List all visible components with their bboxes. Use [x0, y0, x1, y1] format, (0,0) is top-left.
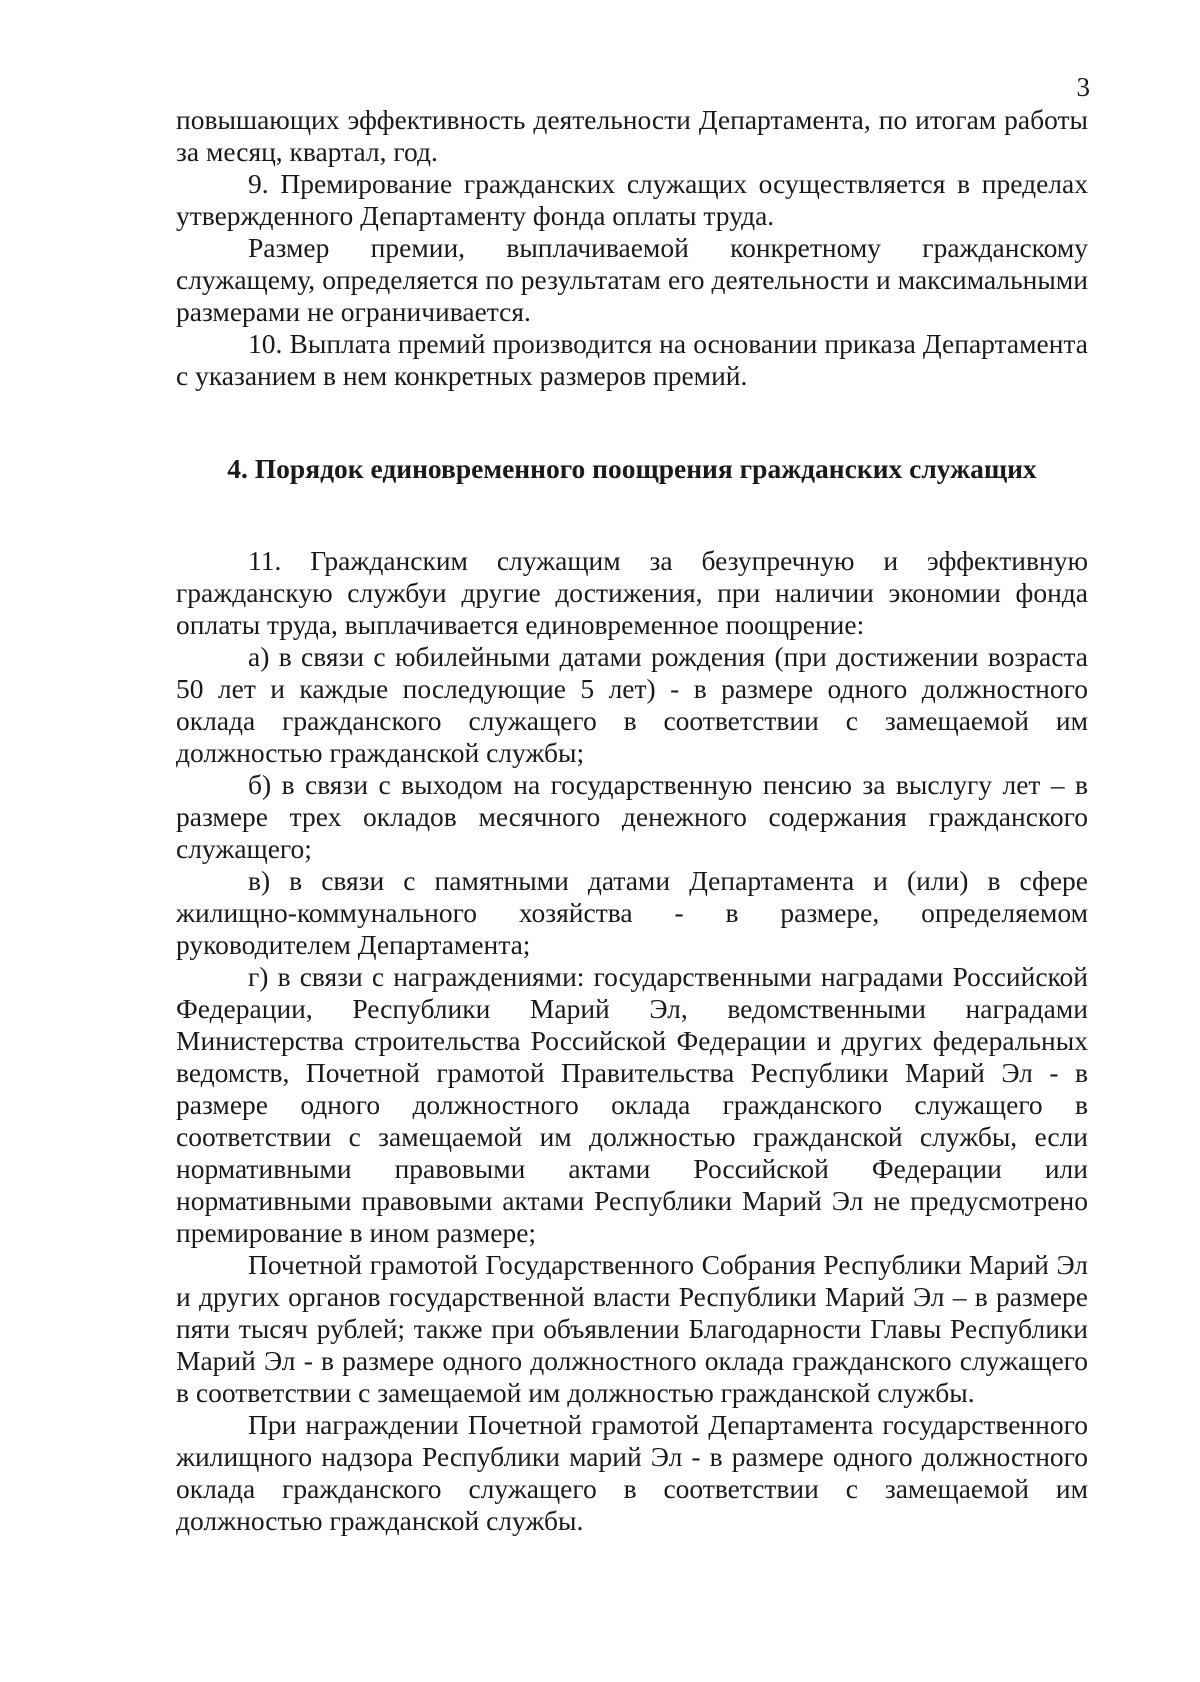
paragraph-continuation: повышающих эффективность деятельности Департамента, по итогам работы за месяц, квартал, год.: [176, 104, 1088, 167]
paragraph-bonus-size: Размер премии, выплачиваемой конкретному гражданскому служащему, определяется по результатам его деятельности и максимальными размерами не ограничивается.: [176, 232, 1088, 327]
paragraph-item-10: 10. Выплата премий производится на основании приказа Департамента с указанием в нем конкретных размеров премий.: [176, 328, 1088, 391]
paragraph-department-diploma: При награждении Почетной грамотой Департамента государственного жилищного надзора Республики марий Эл - в размере одного должностного оклада гражданского служащего в соответствии с замещаемой им должностью гражданской службы.: [176, 1409, 1088, 1536]
section-heading: 4. Порядок единовременного поощрения гражданских служащих: [227, 453, 1037, 484]
paragraph-item-11: 11. Гражданским служащим за безупречную и эффективную гражданскую службуи другие достижения, при наличии экономии фонда оплаты труда, выплачивается единовременное поощрение:: [176, 545, 1088, 640]
paragraph-item-11a: а) в связи с юбилейными датами рождения (при достижении возраста 50 лет и каждые последующие 5 лет) - в размере одного должностного оклада гражданского служащего в соответствии с замещаемой им должностью гражданской службы;: [176, 641, 1088, 768]
paragraph-item-11b: б) в связи с выходом на государственную пенсию за выслугу лет – в размере трех окладов месячного денежного содержания гражданского служащего;: [176, 769, 1088, 864]
paragraph-item-11v: в) в связи с памятными датами Департамента и (или) в сфере жилищно-коммунального хозяйства - в размере, определяемом руководителем Департамента;: [176, 865, 1088, 960]
paragraph-item-11g: г) в связи с награждениями: государственными наградами Российской Федерации, Республики Марий Эл, ведомственными наградами Министерства строительства Российской Федерации и других федеральных ведомств, Почетной грамотой Правительства Республики Марий Эл - в размере одного должностного оклада гражданского служащего в соответствии с замещаемой им должностью гражданской службы, если нормативными правовыми актами Российской Федерации или нормативными правовыми актами Республики Марий Эл не предусмотрено премирование в ином размере;: [176, 961, 1088, 1248]
paragraph-honorary-diploma: Почетной грамотой Государственного Собрания Республики Марий Эл и других органов государственной власти Республики Марий Эл – в размере пяти тысяч рублей; также при объявлении Благодарности Главы Республики Марий Эл - в размере одного должностного оклада гражданского служащего в соответствии с замещаемой им должностью гражданской службы.: [176, 1249, 1088, 1408]
page-number: 3: [1076, 72, 1090, 102]
paragraph-item-9: 9. Премирование гражданских служащих осуществляется в пределах утвержденного Департаменту фонда оплаты труда.: [176, 168, 1088, 231]
document-body: [176, 104, 1088, 1537]
